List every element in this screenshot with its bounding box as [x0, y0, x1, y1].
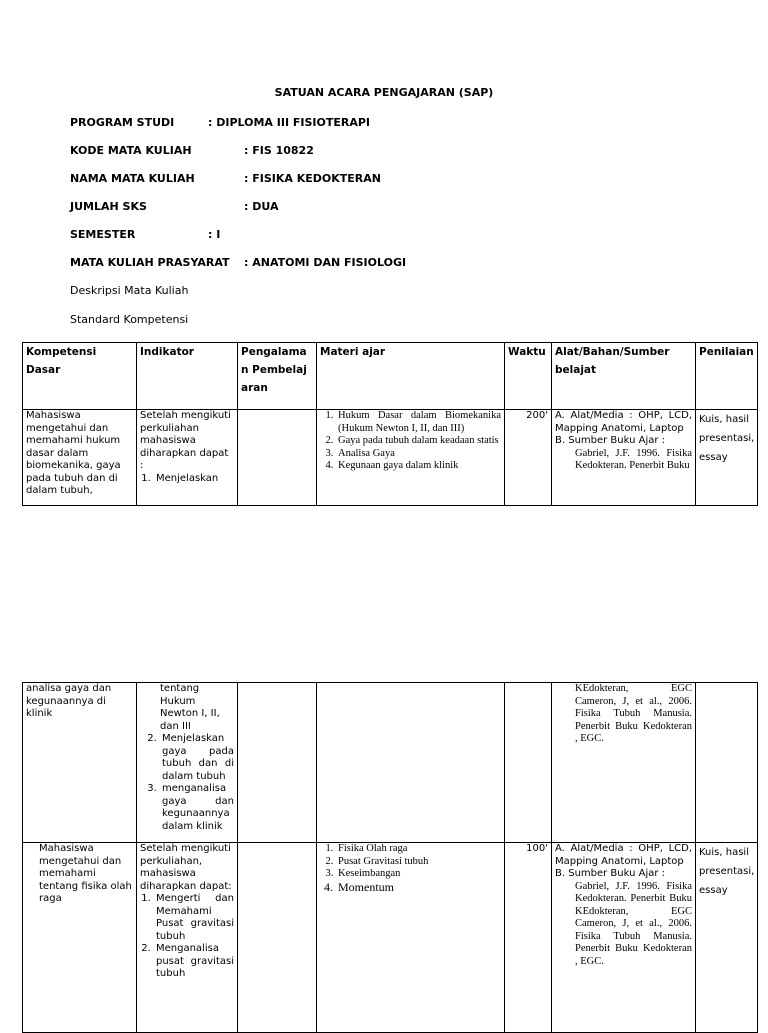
header-waktu: Waktu [505, 343, 552, 410]
cell-alat: KEdokteran, EGC Cameron, J, et al., 2006. Fisika Tubuh Manusia. Penerbit Buku Kedokteran , EGC. [552, 683, 696, 843]
header-alat-bahan-sumber: Alat/Bahan/Sumber belajat [552, 343, 696, 410]
document-title: SATUAN ACARA PENGAJARAN (SAP) [274, 86, 494, 99]
alat-media: A. Alat/Media : OHP, LCD, Mapping Anatomi, Laptop [555, 410, 692, 434]
materi-list [320, 843, 501, 893]
list-item: 3. Keseimbangan [336, 868, 501, 881]
list-item: 4. Momentum [336, 881, 501, 894]
table-row [23, 410, 758, 506]
cell-materi [317, 410, 505, 506]
list-item: 3. menganalisa gaya dan kegunaannya dalam klinik [160, 783, 234, 833]
info-label: PROGRAM STUDI [70, 116, 175, 129]
sap-table-page-2 [22, 682, 758, 1033]
info-value: : I [208, 228, 221, 241]
standard-kompetensi: Standard Kompetensi [70, 313, 189, 326]
cell-waktu: 100' [505, 843, 552, 1033]
header-indikator: Indikator [137, 343, 238, 410]
table-row [23, 843, 758, 1033]
sumber-buku-label: B. Sumber Buku Ajar : [555, 868, 666, 879]
cell-materi [317, 683, 505, 843]
info-value: : FIS 10822 [244, 144, 314, 157]
cell-alat [552, 410, 696, 506]
cell-kompetensi: Mahasiswa mengetahui dan memahami tentang fisika olah raga [23, 843, 137, 1033]
cell-penilaian: Kuis, hasil presentasi, essay [696, 410, 758, 506]
indikator-list [140, 893, 234, 981]
sumber-buku-text: Gabriel, J.F. 1996. Fisika Kedokteran. Penerbit Buku [575, 447, 692, 471]
header-kompetensi-dasar: Kompetensi Dasar [23, 343, 137, 410]
cell-waktu [505, 683, 552, 843]
table-row [23, 683, 758, 843]
info-label: KODE MATA KULIAH [70, 144, 192, 157]
list-item: 1. Mengerti dan Memahami Pusat gravitasi tubuh [154, 893, 234, 943]
cell-indikator [137, 843, 238, 1033]
cell-penilaian [696, 683, 758, 843]
indikator-list [140, 733, 234, 833]
list-item: 3. Analisa Gaya [336, 448, 501, 461]
cell-kompetensi: analisa gaya dan kegunaannya di klinik [23, 683, 137, 843]
list-item: 1. Hukum Dasar dalam Biomekanika (Hukum Newton I, II, dan III) [336, 410, 501, 435]
list-item: 2. Gaya pada tubuh dalam keadaan statis [336, 435, 501, 448]
cell-pengalaman [238, 683, 317, 843]
indikator-list [140, 473, 234, 486]
cell-materi [317, 843, 505, 1033]
materi-list [320, 410, 501, 473]
table-header-row [23, 343, 758, 410]
list-item: 4. Kegunaan gaya dalam klinik [336, 460, 501, 473]
cell-pengalaman [238, 843, 317, 1033]
header-penilaian: Penilaian [696, 343, 758, 410]
sumber-buku-label: B. Sumber Buku Ajar : [555, 435, 666, 446]
cell-indikator [137, 683, 238, 843]
sumber-buku-text: Gabriel, J.F. 1996. Fisika Kedokteran. Penerbit Buku KEdokteran, EGC Cameron, J, et al., 2006. Fisika Tubuh Manusia. Penerbit Buku Kedokteran , EGC. [575, 880, 692, 967]
sap-table-page-1 [22, 342, 758, 506]
info-value: : DUA [244, 200, 279, 213]
deskripsi-mata-kuliah: Deskripsi Mata Kuliah [70, 284, 189, 297]
info-value: : FISIKA KEDOKTERAN [244, 172, 381, 185]
alat-media: A. Alat/Media : OHP, LCD, Mapping Anatomi, Laptop [555, 843, 692, 867]
info-value: : ANATOMI DAN FISIOLOGI [244, 256, 407, 269]
indikator-intro: Setelah mengikuti perkuliahan, mahasiswa diharapkan dapat: [140, 843, 232, 892]
list-item: 2. Menjelaskan gaya pada tubuh dan di dalam tubuh [160, 733, 234, 783]
info-label: SEMESTER [70, 228, 136, 241]
cell-alat [552, 843, 696, 1033]
header-pengalaman-pembelajaran: Pengalaman Pembelajaran [238, 343, 317, 410]
info-label: NAMA MATA KULIAH [70, 172, 195, 185]
list-item: 2. Menganalisa pusat gravitasi tubuh [154, 943, 234, 981]
cell-waktu: 200' [505, 410, 552, 506]
cell-pengalaman [238, 410, 317, 506]
info-label: MATA KULIAH PRASYARAT [70, 256, 230, 269]
list-item: 1. Fisika Olah raga [336, 843, 501, 856]
header-materi-ajar: Materi ajar [317, 343, 505, 410]
indikator-continuation: tentang Hukum Newton I, II, dan III [160, 683, 220, 732]
info-value: : DIPLOMA III FISIOTERAPI [208, 116, 371, 129]
cell-indikator [137, 410, 238, 506]
cell-kompetensi: Mahasiswa mengetahui dan memahami hukum dasar dalam biomekanika, gaya pada tubuh dan di dalam tubuh, [23, 410, 137, 506]
info-label: JUMLAH SKS [70, 200, 147, 213]
list-item: 1. Menjelaskan [154, 473, 234, 486]
list-item: 2. Pusat Gravitasi tubuh [336, 856, 501, 869]
indikator-intro: Setelah mengikuti perkuliahan mahasiswa diharapkan dapat : [140, 410, 231, 471]
cell-penilaian: Kuis, hasil presentasi, essay [696, 843, 758, 1033]
